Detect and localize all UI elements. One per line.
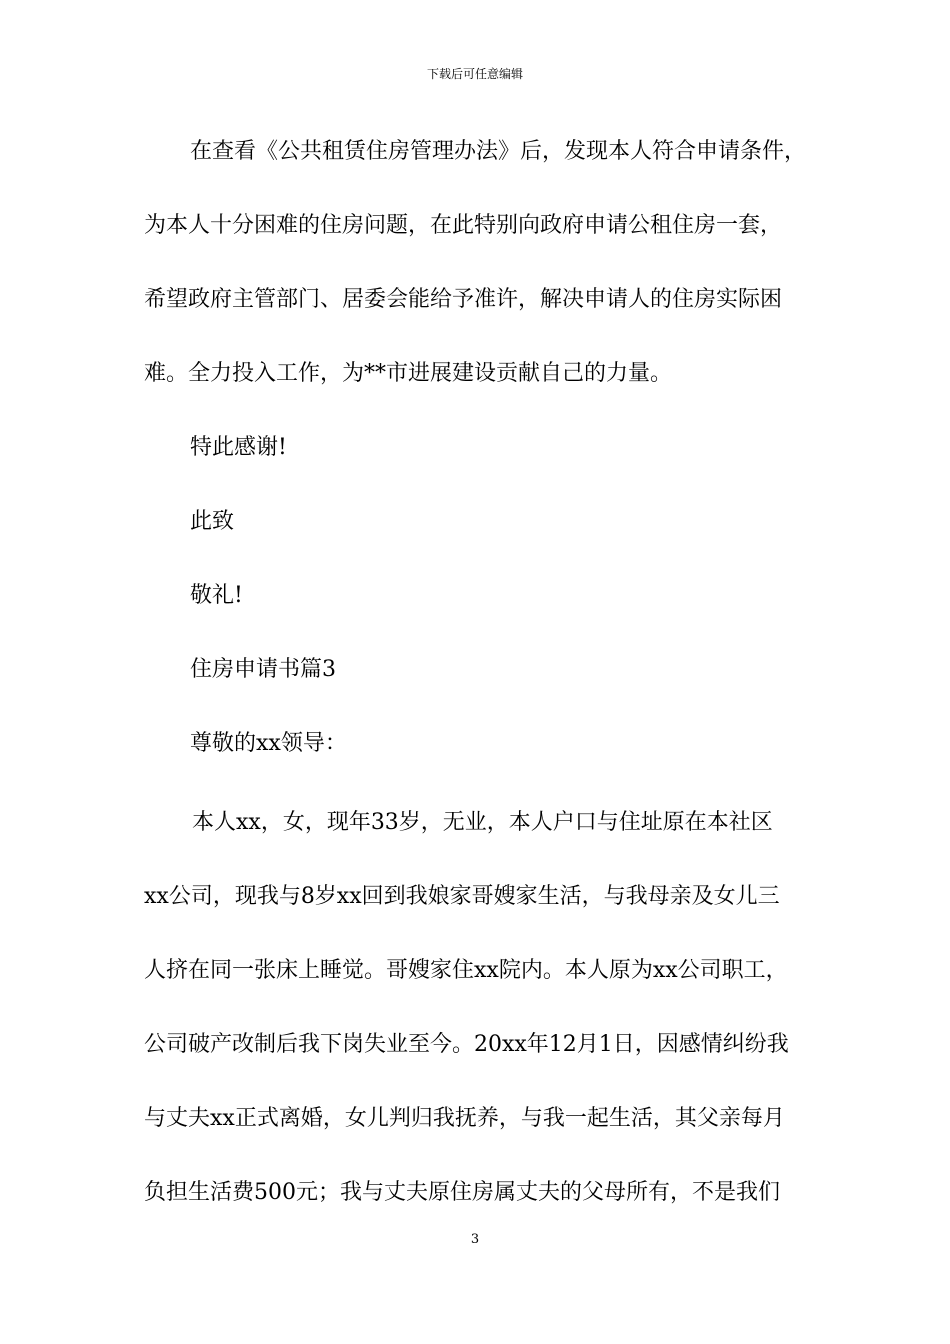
page-header: 下载后可任意编辑: [426, 67, 523, 81]
body-line-13: 公司破产改制后我下岗失业至今。20xx年12月1日，因感情纠纷我: [144, 1032, 789, 1057]
body-line-15: 负担生活费500元；我与丈夫原住房属丈夫的父母所有，不是我们: [144, 1180, 780, 1205]
page-number: 3: [470, 1232, 480, 1247]
section-title: 住房申请书篇3: [190, 657, 336, 682]
body-line-3: 希望政府主管部门、居委会能给予准许，解决申请人的住房实际困: [144, 287, 783, 312]
body-line-1: 在查看《公共租赁住房管理办法》后，发现本人符合申请条件，: [190, 139, 807, 164]
body-line-12: 人挤在同一张床上睡觉。哥嫂家住xx院内。本人原为xx公司职工，: [144, 958, 788, 983]
body-line-11: xx公司，现我与8岁xx回到我娘家哥嫂家生活，与我母亲及女儿三: [144, 884, 780, 909]
body-line-2: 为本人十分困难的住房问题，在此特别向政府申请公租住房一套，: [144, 213, 783, 238]
body-line-4: 难。全力投入工作，为**市进展建设贡献自己的力量。: [144, 361, 673, 386]
salutation: 尊敬的xx领导：: [190, 731, 347, 756]
body-line-5: 特此感谢!: [190, 435, 287, 460]
body-line-10: 本人xx，女，现年33岁，无业，本人户口与住址原在本社区: [192, 810, 773, 835]
body-line-7: 敬礼!: [190, 583, 243, 608]
body-line-14: 与丈夫xx正式离婚，女儿判归我抚养，与我一起生活，其父亲每月: [144, 1106, 785, 1131]
body-line-6: 此致: [190, 509, 235, 534]
